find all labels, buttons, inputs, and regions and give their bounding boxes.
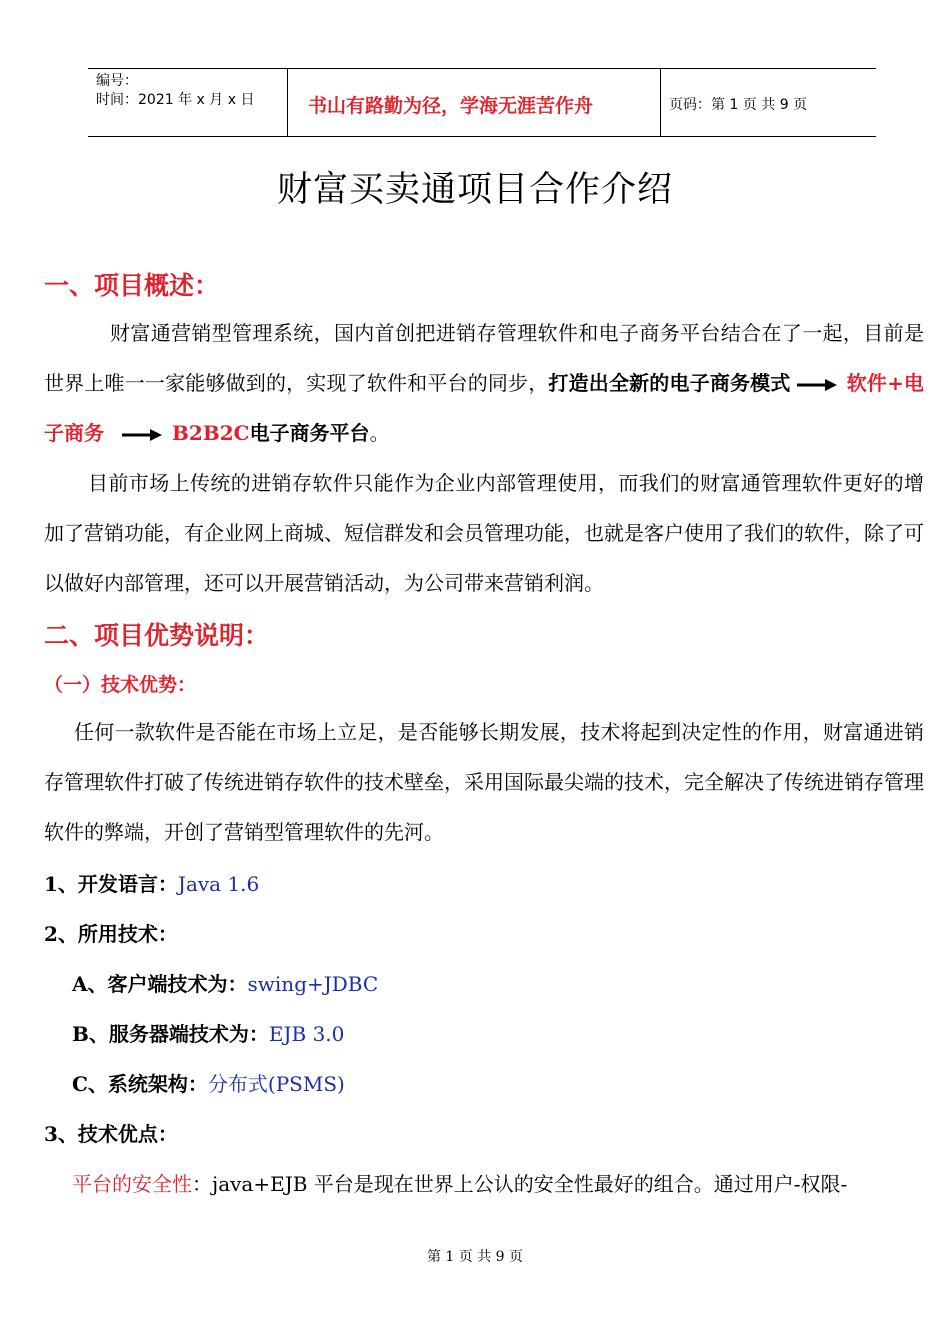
item2-label: 2、所用技术： bbox=[44, 922, 178, 946]
section1-paragraph2: 目前市场上传统的进销存软件只能作为企业内部管理使用，而我们的财富通管理软件更好的增加了营销功能，有企业网上商城、短信群发和会员管理功能，也就是客户使用了我们的软件，除了可以做好内部管理，还可以开展营销活动，为公司带来营销利润。 bbox=[44, 471, 924, 595]
item1-label: 1、开发语言： bbox=[44, 872, 178, 896]
section1-p1-end: 。 bbox=[369, 421, 390, 445]
item-technologies bbox=[44, 918, 178, 947]
arrow-right-icon bbox=[797, 375, 837, 395]
header-page-info: 页码：第 1 页 共 9 页 bbox=[669, 96, 808, 113]
time-label: 时间：2021 年 x 月 x 日 bbox=[96, 92, 255, 108]
section2-subheading-tech: （一）技术优势： bbox=[44, 674, 197, 696]
item-architecture bbox=[72, 1068, 345, 1097]
section1-heading: 一、项目概述： bbox=[44, 271, 220, 300]
security-text: ：java+EJB 平台是现在世界上公认的安全性最好的组合。通过用户-权限- bbox=[192, 1172, 848, 1196]
item-server-tech bbox=[72, 1018, 344, 1047]
itemA-value: swing+JDBC bbox=[247, 972, 379, 996]
section2-paragraph1: 任何一款软件是否能在市场上立足，是否能够长期发展，技术将起到决定性的作用，财富通进销存管理软件打破了传统进销存软件的技术壁垒，采用国际最尖端的技术，完全解决了传统进销存管理软件的弊端，开创了营销型管理软件的先河。 bbox=[44, 720, 924, 844]
section1-p1-bold: 打造出全新的电子商务模式 bbox=[548, 371, 791, 395]
header-motto: 书山有路勤为径，学海无涯苦作舟 bbox=[288, 69, 661, 136]
section1-p1-text: 财富通营销型管理系统，国内首创把进销存管理软件和电子商务平台结合在了一起，目前是世界上唯一一家能够做到的，实现了软件和平台的同步， bbox=[44, 321, 924, 395]
itemA-label: A、客户端技术为： bbox=[72, 972, 248, 996]
number-label: 编号： bbox=[96, 73, 138, 89]
item-dev-language bbox=[44, 868, 259, 897]
itemB-label: B、服务器端技术为： bbox=[72, 1022, 269, 1046]
itemC-label: C、系统架构： bbox=[72, 1072, 208, 1096]
section2-heading: 二、项目优势说明： bbox=[44, 621, 270, 650]
document-header-table bbox=[88, 68, 876, 137]
section1-p1-red2: B2B2C bbox=[172, 421, 250, 445]
security-paragraph bbox=[72, 1168, 847, 1197]
security-label: 平台的安全性 bbox=[72, 1172, 192, 1196]
section1-paragraph1 bbox=[44, 308, 924, 458]
item-tech-advantages bbox=[44, 1118, 178, 1147]
section1-p1-red1: 软件+电子商务 bbox=[44, 371, 925, 445]
itemC-value: 分布式(PSMS) bbox=[207, 1072, 345, 1096]
header-meta-cell bbox=[88, 69, 288, 136]
item3-label: 3、技术优点： bbox=[44, 1122, 178, 1146]
arrow-right-icon bbox=[122, 425, 162, 445]
item1-value: Java 1.6 bbox=[177, 872, 260, 896]
itemB-value: EJB 3.0 bbox=[268, 1022, 345, 1046]
item-client-tech bbox=[72, 968, 378, 997]
page-title: 财富买卖通项目合作介绍 bbox=[276, 170, 673, 210]
page-footer: 第 1 页 共 9 页 bbox=[426, 1249, 524, 1265]
section1-p1-bold2: 电子商务平台 bbox=[249, 421, 370, 445]
